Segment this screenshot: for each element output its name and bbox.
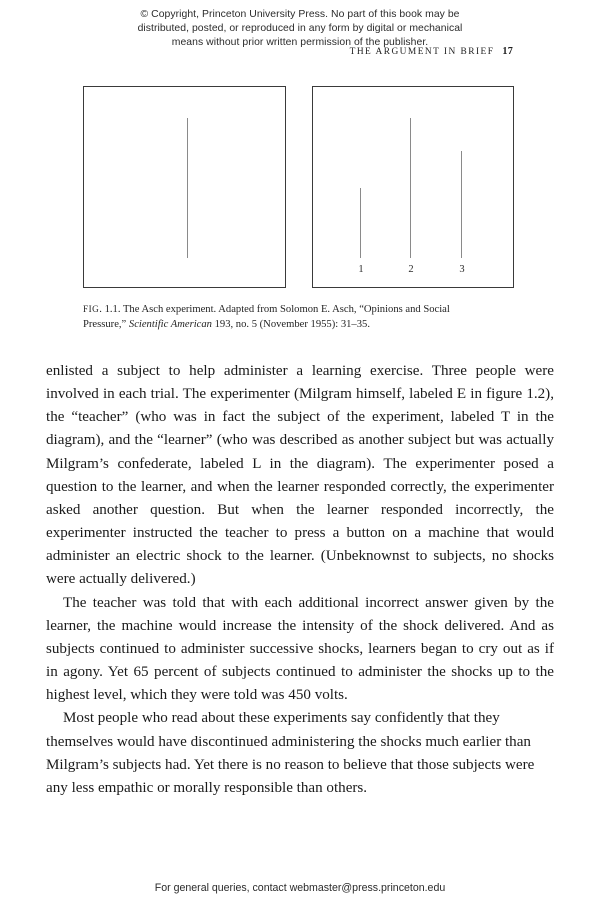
copyright-watermark — [0, 8, 600, 51]
comparison-line-label-3: 3 — [459, 264, 465, 275]
running-head-title: THE ARGUMENT IN BRIEF — [349, 47, 495, 57]
comparison-line-3 — [461, 151, 462, 258]
figure-caption-text-after: 193, no. 5 (November 1955): 31–35. — [211, 319, 370, 331]
body-paragraph-1: enlisted a subject to help administer a learning exercise. Three people were involved in each trial. The experimenter (Milgram himself, labeled E in figure 1.2), the “teacher” (who was in fact the subject of the experiment, labeled T in the diagram), and the “learner” (who was described as another subject but was actually Milgram’s confederate, labeled L in the diagram). The experimenter posed a question to the learner, and when the learner responded correctly, the experimenter asked another question. But when the learner responded incorrectly, the experimenter instructed the teacher to press a button on a machine that would administer an electric shock to the learner. (Unbeknownst to subjects, no shocks were actually delivered.) — [46, 363, 554, 588]
figure-1-1 — [83, 86, 514, 288]
body-paragraph-3: Most people who read about these experiments say confidently that they themselves would have discontinued administering the shocks much earlier than Milgram’s subjects had. Yet there is no reason to believe that those subjects were any less empathic or morally responsible than others. — [46, 710, 535, 796]
comparison-lines-panel — [312, 86, 514, 288]
copyright-line-2: distributed, posted, or reproduced in any form by digital or mechanical — [137, 23, 463, 35]
running-head — [350, 46, 513, 57]
copyright-line-3: means without prior written permission of the publisher. — [171, 37, 429, 49]
standard-line — [187, 118, 188, 258]
body-paragraph-2: The teacher was told that with each additional incorrect answer given by the learner, the machine would increase the intensity of the shock delivered. And as subjects continued to administer successive shocks, learners began to cry out as if in agony. Yet 65 percent of subjects continued to administer the shocks up to the highest level, which they were told was 450 volts. — [46, 594, 554, 704]
figure-caption-text-before: . 1.1. The Asch experiment. Adapted from Solomon E. Asch, “Opinions and Social Pressure,” — [83, 304, 450, 331]
body-text — [46, 360, 554, 800]
figure-caption-journal-title: Scientific American — [128, 319, 212, 331]
standard-line-panel — [83, 86, 286, 288]
figure-panels — [83, 86, 514, 288]
comparison-line-1 — [360, 188, 361, 258]
figure-caption-prefix: FIG — [83, 304, 100, 314]
footer-watermark: For general queries, contact webmaster@press.princeton.edu — [154, 882, 446, 894]
figure-caption — [83, 302, 487, 333]
comparison-line-label-2: 2 — [408, 264, 414, 275]
comparison-line-2 — [410, 118, 411, 258]
copyright-line-1: © Copyright, Princeton University Press. No part of this book may be — [140, 9, 460, 20]
comparison-line-label-1: 1 — [358, 264, 364, 275]
page-number: 17 — [502, 46, 513, 57]
